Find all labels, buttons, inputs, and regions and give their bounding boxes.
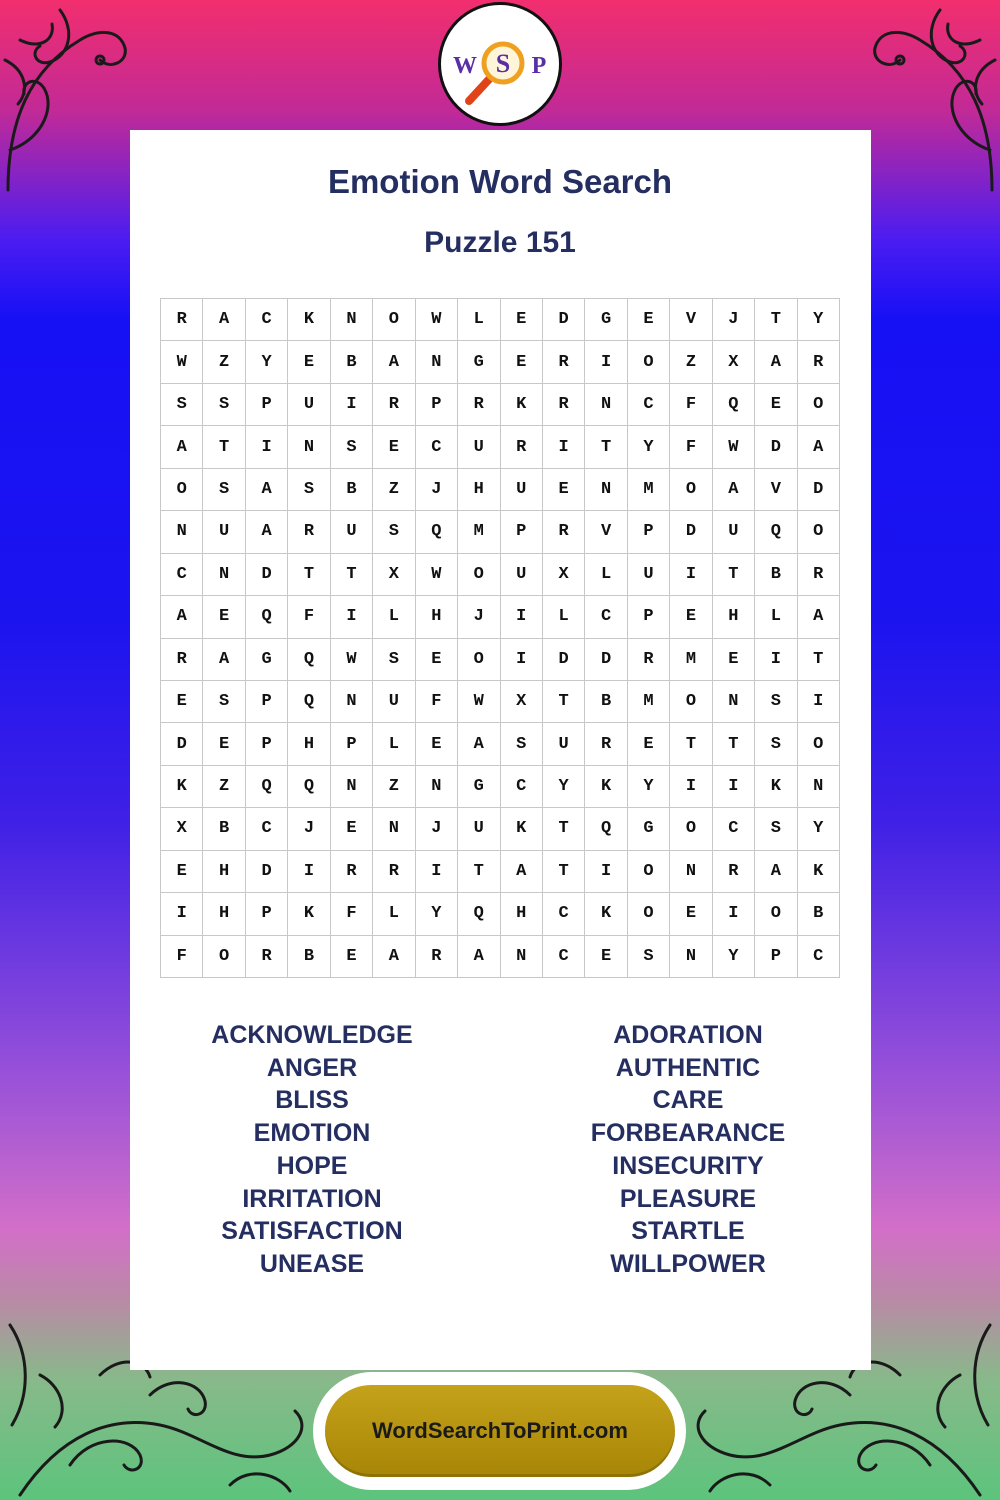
grid-cell: O [670,469,712,511]
logo-letter-p: P [531,53,547,79]
grid-cell: R [288,511,330,553]
grid-cell: G [246,639,288,681]
grid-cell: R [798,554,840,596]
grid-cell: H [203,851,245,893]
grid-cell: D [755,426,797,468]
grid-cell: S [203,384,245,426]
grid-cell: E [331,808,373,850]
word-item: INSECURITY [612,1151,764,1180]
grid-cell: C [246,808,288,850]
word-item: AUTHENTIC [615,1053,761,1082]
grid-cell: D [585,639,627,681]
grid-cell: R [373,851,415,893]
grid-cell: P [331,723,373,765]
grid-cell: U [331,511,373,553]
grid-cell: J [713,299,755,341]
grid-cell: G [585,299,627,341]
grid-cell: O [458,639,500,681]
grid-cell: E [416,639,458,681]
grid-cell: Q [416,511,458,553]
grid-cell: I [331,384,373,426]
grid-cell: F [161,936,203,978]
grid-cell: K [585,766,627,808]
grid-cell: F [331,893,373,935]
grid-cell: U [373,681,415,723]
grid-cell: R [416,936,458,978]
logo-letter-s: S [495,49,511,78]
grid-cell: P [246,893,288,935]
grid-cell: N [331,299,373,341]
grid-cell: X [713,341,755,383]
grid-cell: A [755,851,797,893]
grid-cell: L [585,554,627,596]
grid-cell: O [458,554,500,596]
grid-cell: N [416,766,458,808]
grid-cell: I [755,639,797,681]
grid-cell: C [713,808,755,850]
grid-cell: Q [458,893,500,935]
grid-cell: E [161,851,203,893]
grid-cell: C [628,384,670,426]
grid-cell: W [416,299,458,341]
grid-cell: I [585,851,627,893]
website-button[interactable]: WordSearchToPrint.com [325,1385,675,1477]
grid-cell: E [331,936,373,978]
grid-cell: G [458,341,500,383]
grid-cell: Q [288,639,330,681]
grid-cell: A [373,936,415,978]
grid-cell: J [288,808,330,850]
word-item: ADORATION [613,1021,763,1049]
grid-cell: O [373,299,415,341]
word-list-right [528,1019,848,1281]
grid-cell: A [203,299,245,341]
grid-cell: E [501,299,543,341]
grid-cell: N [670,851,712,893]
grid-cell: O [755,893,797,935]
grid-cell: Y [543,766,585,808]
grid-cell: Y [713,936,755,978]
grid-cell: U [458,808,500,850]
grid-cell: I [585,341,627,383]
grid-cell: N [331,681,373,723]
grid-cell: C [246,299,288,341]
grid-cell: A [713,469,755,511]
grid-cell: Y [628,426,670,468]
grid-cell: R [331,851,373,893]
grid-cell: Q [288,681,330,723]
word-item: UNEASE [259,1249,365,1278]
grid-cell: E [585,936,627,978]
grid-cell: O [203,936,245,978]
grid-cell: W [331,639,373,681]
grid-cell: P [246,384,288,426]
grid-cell: T [670,723,712,765]
grid-cell: X [501,681,543,723]
grid-cell: L [458,299,500,341]
grid-cell: T [543,851,585,893]
grid-cell: W [458,681,500,723]
grid-cell: U [203,511,245,553]
grid-cell: R [458,384,500,426]
grid-cell: N [416,341,458,383]
grid-cell: X [543,554,585,596]
grid-cell: I [288,851,330,893]
grid-cell: I [246,426,288,468]
grid-cell: M [670,639,712,681]
grid-cell: Y [416,893,458,935]
grid-cell: O [670,808,712,850]
grid-cell: Q [246,766,288,808]
grid-cell: Q [585,808,627,850]
grid-cell: U [288,384,330,426]
grid-cell: E [203,596,245,638]
grid-cell: D [798,469,840,511]
grid-cell: T [585,426,627,468]
grid-cell: E [670,596,712,638]
grid-cell: Z [373,469,415,511]
grid-cell: Z [203,766,245,808]
word-item: PLEASURE [619,1184,757,1213]
grid-cell: O [628,851,670,893]
grid-cell: I [713,766,755,808]
grid-cell: A [161,596,203,638]
grid-cell: I [501,596,543,638]
grid-cell: K [755,766,797,808]
grid-cell: B [755,554,797,596]
grid-cell: O [628,893,670,935]
grid-cell: I [161,893,203,935]
grid-cell: T [543,808,585,850]
grid-cell: I [670,554,712,596]
grid-cell: A [246,469,288,511]
grid-cell: L [543,596,585,638]
word-item: HOPE [276,1151,348,1180]
grid-cell: R [161,639,203,681]
grid-cell: L [755,596,797,638]
grid-cell: K [161,766,203,808]
grid-cell: A [798,596,840,638]
grid-cell: Q [246,596,288,638]
word-item: WILLPOWER [610,1249,766,1278]
grid-cell: F [670,426,712,468]
grid-cell: L [373,723,415,765]
grid-cell: A [246,511,288,553]
grid-cell: P [501,511,543,553]
page-title: Emotion Word Search [327,163,673,200]
grid-cell: S [331,426,373,468]
grid-cell: H [203,893,245,935]
grid-cell: B [203,808,245,850]
grid-cell: C [501,766,543,808]
grid-cell: R [501,426,543,468]
grid-cell: O [628,341,670,383]
grid-cell: O [161,469,203,511]
grid-cell: T [331,554,373,596]
grid-cell: L [373,893,415,935]
grid-cell: A [161,426,203,468]
grid-cell: C [585,596,627,638]
grid-cell: O [670,681,712,723]
grid-cell: E [288,341,330,383]
grid-cell: H [501,893,543,935]
grid-cell: T [458,851,500,893]
grid-cell: O [798,511,840,553]
grid-cell: K [288,893,330,935]
grid-cell: S [288,469,330,511]
grid-cell: R [373,384,415,426]
grid-cell: H [458,469,500,511]
grid-cell: L [373,596,415,638]
grid-cell: V [755,469,797,511]
grid-cell: S [373,639,415,681]
grid-cell: N [288,426,330,468]
grid-cell: C [798,936,840,978]
grid-cell: Y [798,808,840,850]
grid-cell: R [628,639,670,681]
grid-cell: E [543,469,585,511]
grid-cell: W [713,426,755,468]
grid-cell: E [373,426,415,468]
grid-cell: B [288,936,330,978]
letter-grid [160,298,840,978]
grid-cell: Z [373,766,415,808]
grid-cell: W [161,341,203,383]
grid-cell: F [670,384,712,426]
grid-cell: K [501,384,543,426]
grid-cell: D [543,299,585,341]
grid-cell: N [373,808,415,850]
grid-cell: R [585,723,627,765]
grid-cell: U [501,469,543,511]
grid-cell: W [416,554,458,596]
grid-cell: S [755,808,797,850]
grid-cell: N [331,766,373,808]
grid-cell: R [246,936,288,978]
grid-cell: D [543,639,585,681]
grid-cell: I [543,426,585,468]
grid-cell: B [331,341,373,383]
grid-cell: P [755,936,797,978]
logo-letter-w: W [453,53,477,79]
grid-cell: C [543,936,585,978]
grid-cell: M [628,469,670,511]
grid-cell: I [331,596,373,638]
grid-cell: D [670,511,712,553]
grid-cell: I [798,681,840,723]
word-item: ANGER [266,1053,358,1082]
grid-cell: X [161,808,203,850]
grid-cell: M [458,511,500,553]
grid-cell: K [585,893,627,935]
grid-cell: A [501,851,543,893]
grid-cell: Z [670,341,712,383]
word-item: ACKNOWLEDGE [211,1021,413,1049]
grid-cell: N [798,766,840,808]
grid-cell: D [246,851,288,893]
grid-cell: S [755,681,797,723]
grid-cell: J [416,808,458,850]
grid-cell: G [628,808,670,850]
grid-cell: E [628,723,670,765]
grid-cell: E [203,723,245,765]
grid-cell: C [416,426,458,468]
grid-cell: Q [713,384,755,426]
grid-cell: N [585,469,627,511]
grid-cell: Y [246,341,288,383]
grid-cell: Q [755,511,797,553]
grid-cell: E [628,299,670,341]
puzzle-number: Puzzle 151 [424,226,576,259]
grid-cell: E [161,681,203,723]
grid-cell: Y [628,766,670,808]
grid-cell: N [713,681,755,723]
grid-cell: A [203,639,245,681]
grid-cell: N [501,936,543,978]
grid-cell: U [628,554,670,596]
grid-cell: S [373,511,415,553]
grid-cell: F [288,596,330,638]
grid-cell: V [670,299,712,341]
grid-cell: S [203,681,245,723]
grid-cell: T [755,299,797,341]
grid-cell: I [416,851,458,893]
grid-cell: T [543,681,585,723]
grid-cell: J [416,469,458,511]
grid-cell: M [628,681,670,723]
grid-cell: S [161,384,203,426]
grid-cell: F [416,681,458,723]
word-item: EMOTION [253,1119,371,1148]
grid-cell: A [755,341,797,383]
grid-cell: T [798,639,840,681]
grid-cell: R [161,299,203,341]
grid-cell: Q [288,766,330,808]
grid-cell: A [373,341,415,383]
grid-cell: H [288,723,330,765]
grid-cell: C [161,554,203,596]
wsp-logo [438,2,562,126]
grid-cell: O [798,384,840,426]
grid-cell: R [713,851,755,893]
grid-cell: S [755,723,797,765]
grid-cell: E [670,893,712,935]
word-item: BLISS [275,1086,349,1115]
grid-cell: R [543,384,585,426]
grid-cell: E [501,341,543,383]
grid-cell: A [458,723,500,765]
grid-cell: A [798,426,840,468]
grid-cell: S [628,936,670,978]
grid-cell: X [373,554,415,596]
grid-cell: K [288,299,330,341]
grid-cell: U [501,554,543,596]
word-list-left [152,1019,472,1281]
grid-cell: R [543,511,585,553]
grid-cell: T [203,426,245,468]
grid-cell: D [246,554,288,596]
grid-cell: T [713,554,755,596]
grid-cell: S [501,723,543,765]
grid-cell: B [585,681,627,723]
grid-cell: N [161,511,203,553]
grid-cell: R [543,341,585,383]
grid-cell: S [203,469,245,511]
grid-cell: Z [203,341,245,383]
grid-cell: B [798,893,840,935]
grid-cell: D [161,723,203,765]
magnifier-icon [441,5,559,123]
grid-cell: U [458,426,500,468]
grid-cell: K [798,851,840,893]
grid-cell: O [798,723,840,765]
grid-cell: T [713,723,755,765]
grid-cell: P [416,384,458,426]
grid-cell: U [543,723,585,765]
grid-cell: T [288,554,330,596]
grid-cell: H [713,596,755,638]
word-item: CARE [652,1086,724,1115]
grid-cell: I [501,639,543,681]
grid-cell: E [416,723,458,765]
grid-cell: E [755,384,797,426]
grid-cell: P [628,511,670,553]
grid-cell: I [670,766,712,808]
grid-cell: N [585,384,627,426]
grid-cell: G [458,766,500,808]
grid-cell: P [246,681,288,723]
grid-cell: Y [798,299,840,341]
grid-cell: U [713,511,755,553]
grid-cell: V [585,511,627,553]
word-item: FORBEARANCE [590,1119,786,1148]
grid-cell: P [246,723,288,765]
grid-cell: C [543,893,585,935]
grid-cell: K [501,808,543,850]
grid-cell: P [628,596,670,638]
word-item: STARTLE [631,1217,745,1246]
grid-cell: H [416,596,458,638]
word-item: SATISFACTION [221,1217,403,1246]
grid-cell: B [331,469,373,511]
grid-cell: J [458,596,500,638]
grid-cell: I [713,893,755,935]
grid-cell: A [458,936,500,978]
grid-cell: E [713,639,755,681]
grid-cell: R [798,341,840,383]
word-item: IRRITATION [242,1184,382,1213]
grid-cell: N [670,936,712,978]
grid-cell: N [203,554,245,596]
